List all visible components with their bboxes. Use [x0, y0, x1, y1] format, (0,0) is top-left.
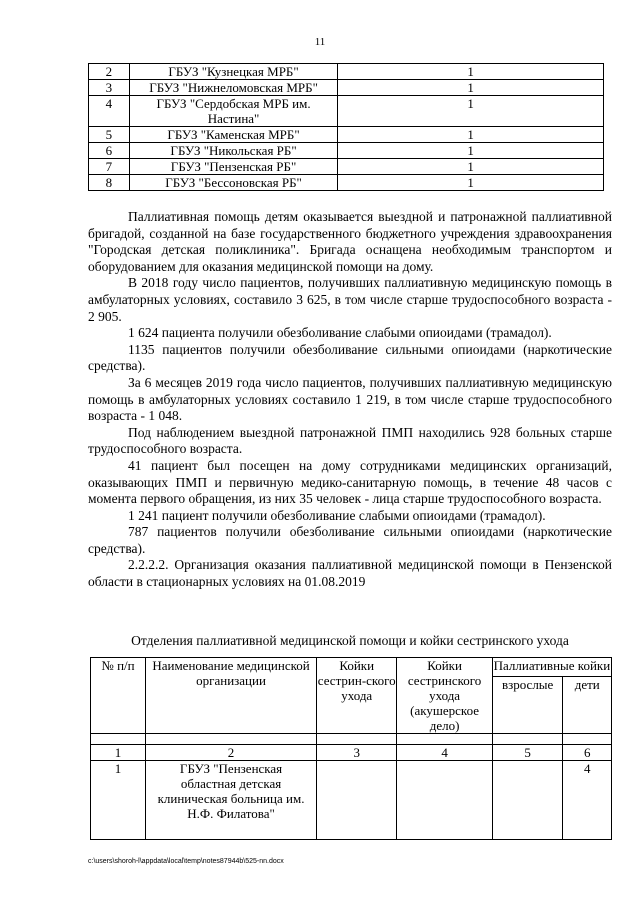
table-row — [89, 175, 604, 191]
bed-count: 1 — [338, 80, 604, 96]
paragraph: 787 пациентов получили обезболивание сильными опиоидами (наркотические средства). — [88, 524, 612, 556]
header-nursing-beds: Койки сестрин-ского ухода — [317, 658, 397, 734]
header-num: № п/п — [91, 658, 146, 734]
table-row — [89, 80, 604, 96]
paragraph: 1 624 пациента получили обезболивание слабыми опиоидами (трамадол). — [128, 325, 552, 341]
paragraph: За 6 месяцев 2019 года число пациентов, получивших паллиативную медицинскую помощь в амбулаторных условиях составило 1 219, в том числе старше трудоспособного возраста - 1 048. — [88, 374, 612, 424]
palliative-departments-table — [90, 657, 612, 840]
institution-name: ГБУЗ "Сердобская МРБ им. Настина" — [129, 96, 337, 127]
table-row — [89, 64, 604, 80]
institution-name: ГБУЗ "Кузнецкая МРБ" — [129, 64, 337, 80]
row-number: 6 — [89, 143, 130, 159]
bed-count: 1 — [338, 175, 604, 191]
col-number: 5 — [492, 745, 563, 761]
spacer-cell — [317, 734, 397, 745]
col-number: 4 — [397, 745, 493, 761]
table-row — [89, 143, 604, 159]
bed-count: 1 — [338, 64, 604, 80]
institution-name: ГБУЗ "Нижнеломовская МРБ" — [129, 80, 337, 96]
row-number: 1 — [91, 761, 146, 840]
paragraph: Под наблюдением выездной патронажной ПМП находились 928 больных старше трудоспособного возраста. — [88, 424, 612, 457]
children-value: 4 — [563, 761, 612, 840]
nursing-beds-value — [317, 761, 397, 840]
table-caption: Отделения паллиативной медицинской помощи и койки сестринского ухода — [131, 633, 569, 648]
bed-count: 1 — [338, 96, 604, 127]
header-children: дети — [563, 677, 612, 734]
spacer-cell — [397, 734, 493, 745]
row-number: 2 — [89, 64, 130, 80]
row-number: 5 — [89, 127, 130, 143]
paragraph: 1 241 пациент получили обезболивание слабыми опиоидами (трамадол). — [128, 507, 546, 523]
spacer-cell — [563, 734, 612, 745]
spacer-cell — [146, 734, 317, 745]
spacer-cell — [91, 734, 146, 745]
row-number: 8 — [89, 175, 130, 191]
table-row — [89, 159, 604, 175]
table-row — [91, 761, 612, 840]
table-row — [89, 127, 604, 143]
col-number: 3 — [317, 745, 397, 761]
paragraph: В 2018 году число пациентов, получивших паллиативную медицинскую помощь в амбулаторных условиях, составило 3 625, в том числе старше трудоспособного возраста - 2 905. — [88, 275, 612, 324]
paragraph: Паллиативная помощь детям оказывается выездной и патронажной паллиативной бригадой, созданной на базе государственного бюджетного учреждения здравоохранения "Городская детская поликлиника". Бригада оснащена необходимым транспортом и оборудованием для оказания медицинской помощи на дому. — [88, 209, 612, 274]
institution-name: ГБУЗ "Каменская МРБ" — [129, 127, 337, 143]
col-number: 6 — [563, 745, 612, 761]
nursing-beds-obstetric-value — [397, 761, 493, 840]
table-row — [89, 96, 604, 127]
header-nursing-beds-obstetric: Койки сестринского ухода (акушерское дело) — [397, 658, 493, 734]
institution-name: ГБУЗ "Пензенская РБ" — [129, 159, 337, 175]
col-number: 2 — [146, 745, 317, 761]
row-number: 4 — [89, 96, 130, 127]
institution-name: ГБУЗ "Бессоновская РБ" — [129, 175, 337, 191]
bed-count: 1 — [338, 143, 604, 159]
paragraph: 1135 пациентов получили обезболивание сильными опиоидами (наркотические средства). — [88, 341, 612, 374]
row-number: 7 — [89, 159, 130, 175]
page-number: 11 — [314, 36, 326, 48]
row-number: 3 — [89, 80, 130, 96]
col-number: 1 — [91, 745, 146, 761]
institution-name: ГБУЗ "Пензенская областная детская клиническая больница им. Н.Ф. Филатова" — [146, 761, 317, 840]
header-palliative-beds: Паллиативные койки — [492, 658, 611, 677]
column-number-row — [91, 745, 612, 761]
paragraph: 41 пациент был посещен на дому сотрудниками медицинских организаций, оказывающих ПМП и первичную медико-санитарную помощь, в течение 48 часов с момента первого обращения, из них 35 человек - лица старше трудоспособного возраста. — [88, 457, 612, 507]
header-name: Наименование медицинской организации — [146, 658, 317, 734]
bed-count: 1 — [338, 159, 604, 175]
institutions-table — [88, 63, 604, 191]
file-path-footer: c:\users\shoroh-l\appdata\local\temp\notes87944b\525-nn.docx — [88, 858, 284, 865]
bed-count: 1 — [338, 127, 604, 143]
header-adults: взрослые — [492, 677, 563, 734]
institution-name: ГБУЗ "Никольская РБ" — [129, 143, 337, 159]
adults-value — [492, 761, 563, 840]
body-text — [88, 209, 612, 591]
spacer-cell — [492, 734, 563, 745]
section-heading: 2.2.2.2. Организация оказания паллиативной медицинской помощи в Пензенской области в стационарных условиях на 01.08.2019 — [88, 557, 612, 590]
